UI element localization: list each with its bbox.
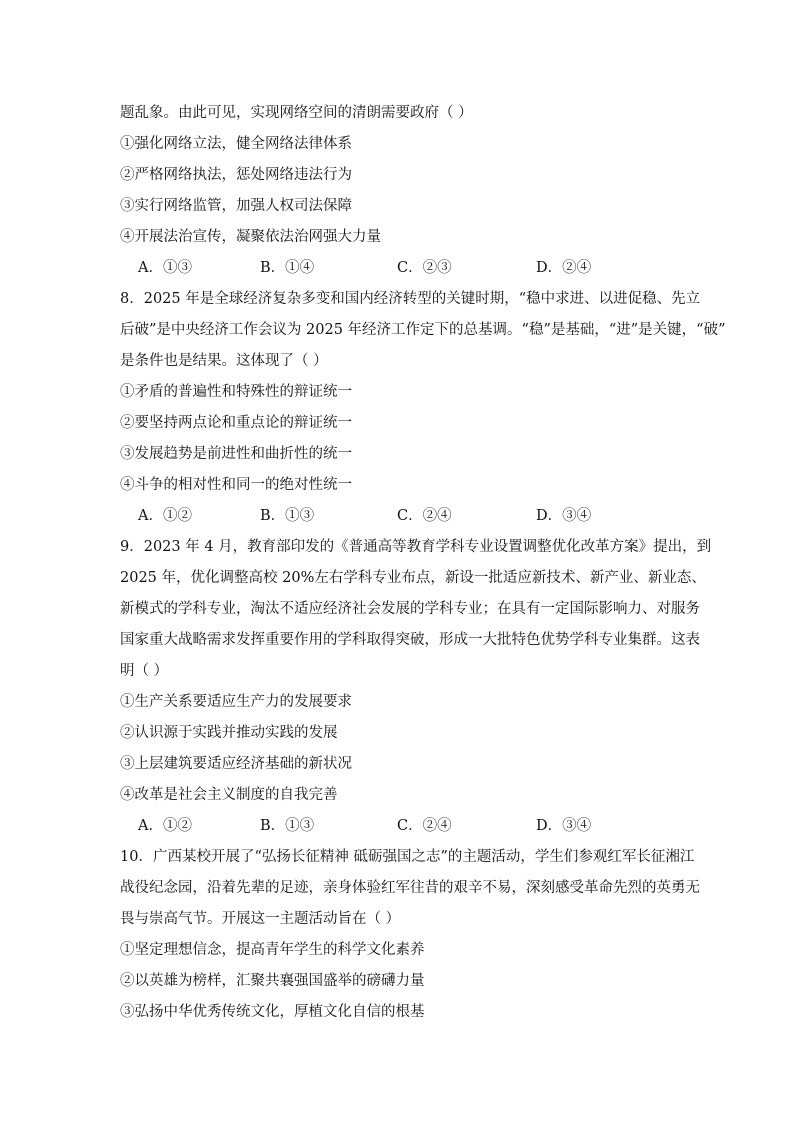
option-d[interactable]: D．③④ bbox=[536, 508, 592, 524]
question-stem: 10．广西某校开展了“弘扬长征精神 砥砺强国之志”的主题活动，学生们参观红军长征湘江 bbox=[120, 849, 695, 865]
choice-item: ④开展法治宣传，凝聚依法治网强大力量 bbox=[120, 229, 381, 245]
question-stem: 国家重大战略需求发挥重要作用的学科取得突破，形成一大批特色优势学科专业集群。这表 bbox=[120, 632, 700, 648]
choice-item: ③发展趋势是前进性和曲折性的统一 bbox=[120, 446, 352, 462]
option-c[interactable]: C．②④ bbox=[397, 818, 452, 834]
choice-item: ④改革是社会主义制度的自我完善 bbox=[120, 787, 338, 803]
question-stem: 题乱象。由此可见，实现网络空间的清朗需要政府（ ） bbox=[120, 105, 473, 121]
option-a[interactable]: A．①③ bbox=[138, 260, 192, 276]
option-b[interactable]: B．①③ bbox=[260, 818, 315, 834]
option-d[interactable]: D．②④ bbox=[536, 260, 592, 276]
answer-options bbox=[120, 501, 686, 532]
choice-item: ③实行网络监管，加强人权司法保障 bbox=[120, 198, 352, 214]
choice-item: ②以英雄为榜样，汇聚共襄强国盛举的磅礴力量 bbox=[120, 973, 425, 989]
choice-item: ②认识源于实践并推动实践的发展 bbox=[120, 725, 338, 741]
choice-item: ②严格网络执法，惩处网络违法行为 bbox=[120, 167, 352, 183]
option-b[interactable]: B．①③ bbox=[260, 508, 315, 524]
question-stem: 新模式的学科专业，淘汰不适应经济社会发展的学科专业；在具有一定国际影响力、对服务 bbox=[120, 601, 700, 617]
question-7 bbox=[120, 98, 686, 284]
answer-options bbox=[120, 811, 686, 842]
choice-item: ①坚定理想信念，提高青年学生的科学文化素养 bbox=[120, 942, 425, 958]
option-d[interactable]: D．③④ bbox=[536, 818, 592, 834]
question-stem: 是条件也是结果。这体现了（ ） bbox=[120, 353, 328, 369]
choice-item: ②要坚持两点论和重点论的辩证统一 bbox=[120, 415, 352, 431]
question-stem: 畏与崇高气节。开展这一主题活动旨在（ ） bbox=[120, 911, 401, 927]
choice-item: ①强化网络立法，健全网络法律体系 bbox=[120, 136, 352, 152]
question-9 bbox=[120, 532, 712, 842]
question-list bbox=[120, 98, 726, 1028]
option-c[interactable]: C．②④ bbox=[397, 508, 452, 524]
question-stem: 明（ ） bbox=[120, 663, 169, 679]
choice-item: ③弘扬中华优秀传统文化，厚植文化自信的根基 bbox=[120, 1004, 425, 1020]
question-stem: 后破”是中央经济工作会议为 2025 年经济工作定下的总基调。“稳”是基础，“进”是关键，“破” bbox=[120, 322, 726, 338]
answer-options bbox=[120, 253, 686, 284]
question-8 bbox=[120, 284, 726, 532]
question-stem: 战役纪念园，沿着先辈的足迹，亲身体验红军往昔的艰辛不易，深刻感受革命先烈的英勇无 bbox=[120, 880, 700, 896]
question-stem: 8．2025 年是全球经济复杂多变和国内经济转型的关键时期，“稳中求进、以进促稳、先立 bbox=[120, 291, 701, 307]
question-stem: 2025 年，优化调整高校 20%左右学科专业布点，新设一批适应新技术、新产业、新业态、 bbox=[120, 570, 706, 586]
question-stem: 9．2023 年 4 月，教育部印发的《普通高等教育学科专业设置调整优化改革方案》提出，到 bbox=[120, 539, 712, 555]
question-10 bbox=[120, 842, 700, 1028]
choice-item: ①生产关系要适应生产力的发展要求 bbox=[120, 694, 352, 710]
option-a[interactable]: A．①② bbox=[138, 508, 192, 524]
choice-item: ③上层建筑要适应经济基础的新状况 bbox=[120, 756, 352, 772]
choice-item: ④斗争的相对性和同一的绝对性统一 bbox=[120, 477, 352, 493]
option-b[interactable]: B．①④ bbox=[260, 260, 315, 276]
choice-item: ①矛盾的普遍性和特殊性的辩证统一 bbox=[120, 384, 352, 400]
option-a[interactable]: A．①② bbox=[138, 818, 192, 834]
option-c[interactable]: C．②③ bbox=[397, 260, 452, 276]
